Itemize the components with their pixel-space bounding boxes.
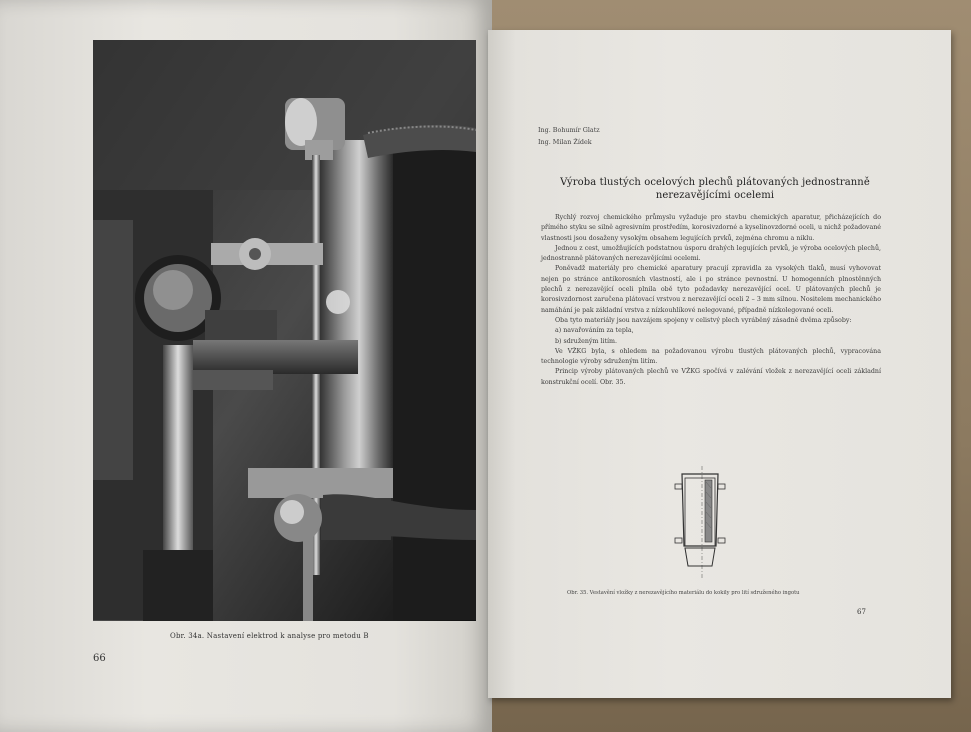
list-item: b) sdruženým litím. [555, 337, 617, 345]
title-line-1: Výroba tlustých ocelových plechů plátovaných jednostranně [560, 177, 870, 188]
paragraph: Princip výroby plátovaných plechů ve VŽKG spočívá v zalévání vložek z nerezavějící oceli základní konstrukční ocelí. Obr. 35. [541, 368, 881, 386]
paragraph: Rychlý rozvoj chemického průmyslu vyžaduje pro stavbu chemických aparatur, přicházejících do přímého styku se silně agresivním prostředím, korosivzdorné a kyselinovzdorné oceli, u nichž požadované vlastnosti jsou dosaženy vysokým obsahem legujících prvků, zejména chromu a niklu. [541, 214, 881, 242]
electrode-photo [93, 40, 476, 621]
list-item: a) navařováním za tepla, [555, 327, 634, 335]
mold-diagram [665, 466, 740, 578]
left-page-number: 66 [93, 653, 106, 664]
article-title [535, 176, 895, 202]
electrode-photo-illustration [93, 40, 476, 621]
paragraph: Oba tyto materiály jsou navzájem spojeny v celistvý plech vyráběný zásadně dvěma způsoby: [555, 316, 852, 324]
paragraph: Jednou z cest, umožňujících podstatnou úsporu drahých legujících prvků, je výroba ocelových plechů, jednostranně plátovaných nerezavějícími ocelemi. [541, 244, 881, 263]
title-line-2: nerezavějícími ocelemi [655, 190, 775, 201]
right-figure-caption: Obr. 35. Vestavění vložky z nerezavějícího materiálu do kokily pro lití sdruženého ingotu [567, 590, 800, 596]
mold-diagram-drawing [665, 466, 740, 578]
author-1: Ing. Bohumír Glatz [538, 126, 600, 134]
right-page-number: 67 [857, 608, 866, 616]
author-2: Ing. Milan Žídek [538, 138, 592, 146]
article-body [541, 213, 881, 388]
paragraph: Poněvadž materiály pro chemické aparatury pracují zpravidla za vysokých tlaků, musí vyhovovat nejen po stránce antikorosních vlastností, ale i po stránce pevnostní. U homogenních plnostěnných plechů z nerezavějící oceli plnila obě tyto požadavky nerezavějící ocel. U plátovaných plechů je korosivzdornost zaručena plátovací vrstvou z nerezavějící oceli 2 – 3 mm silnou. Nositelem mechanického namáhání je pak základní vrstva z nízkouhlíkové nelegované, případně nízkolegované oceli. [541, 265, 881, 314]
left-figure-caption: Obr. 34a. Nastavení elektrod k analyse pro metodu B [170, 632, 369, 640]
paragraph: Ve VŽKG byla, s ohledem na požadovanou výrobu tlustých plátovaných plechů, vypracována technologie výroby sdruženým litím. [541, 347, 881, 366]
authors [538, 124, 600, 148]
